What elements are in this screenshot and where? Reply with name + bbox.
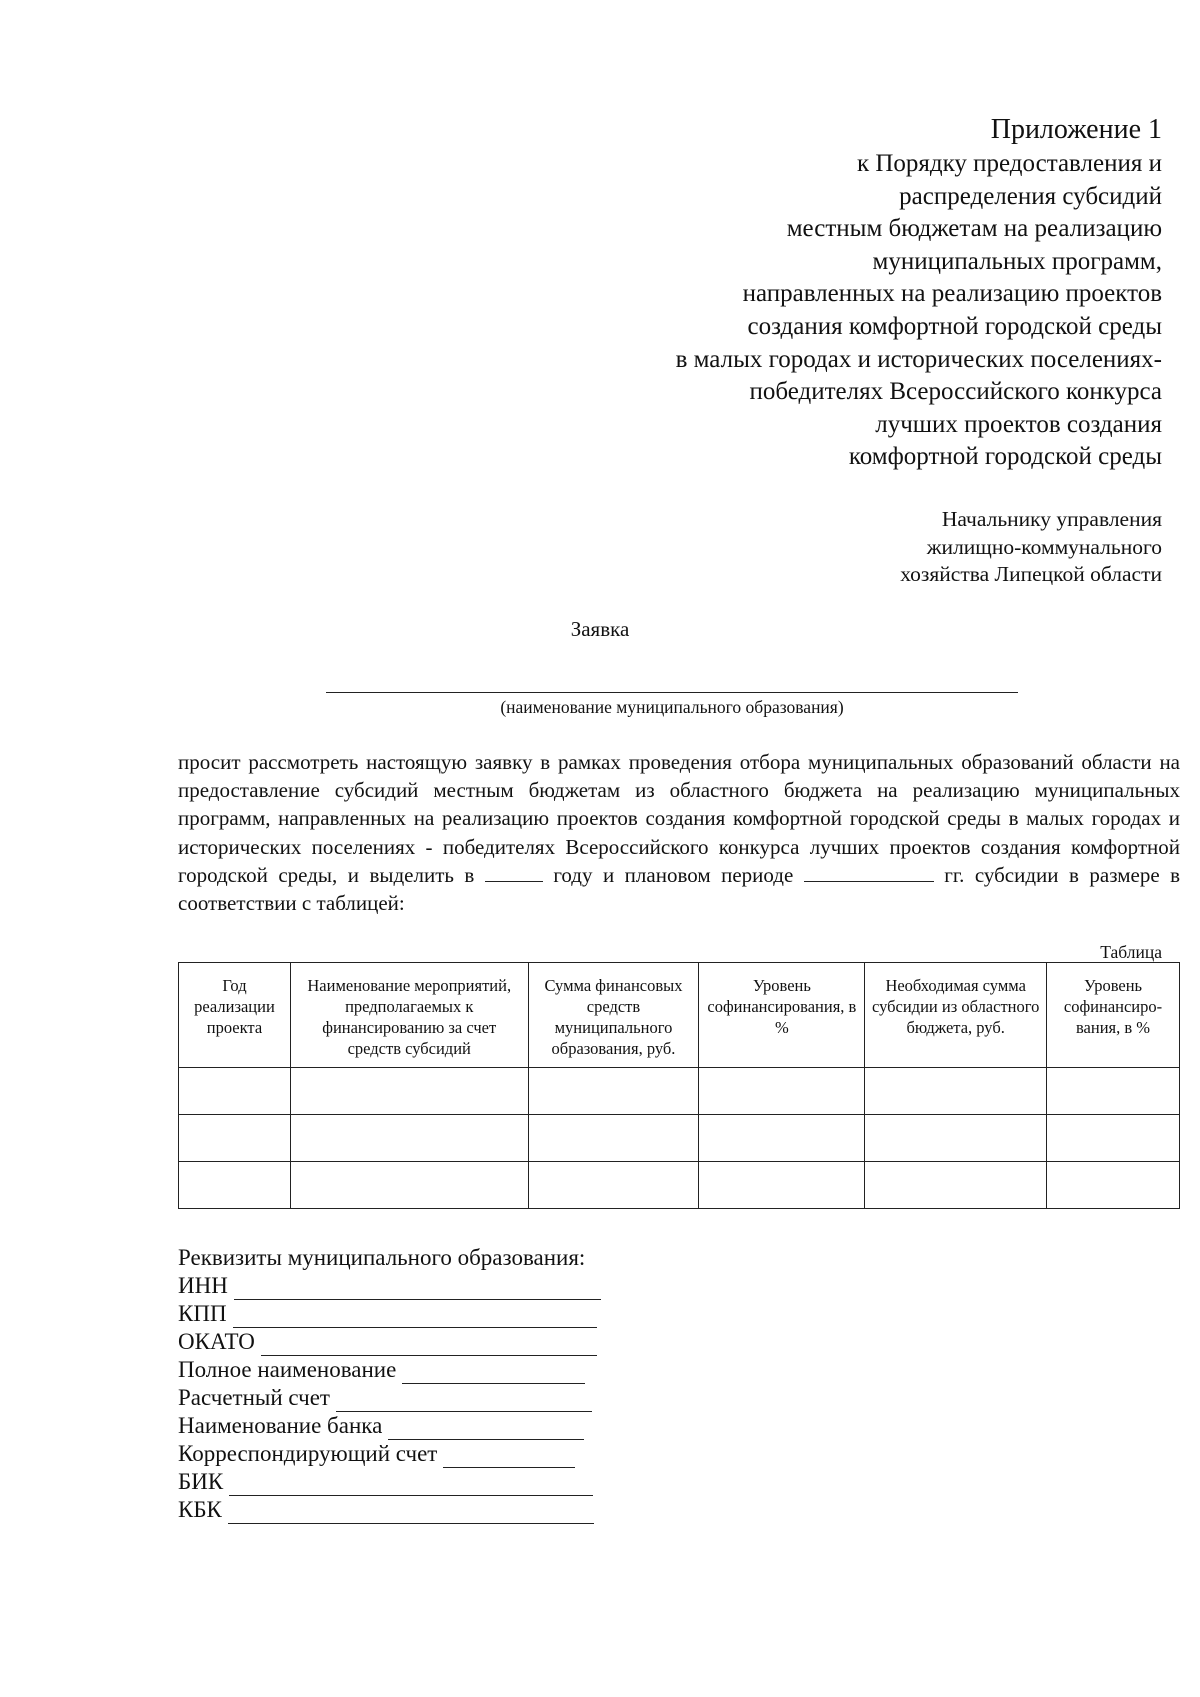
bik-field[interactable] — [229, 1475, 593, 1496]
requisite-inn — [178, 1272, 601, 1300]
table-cell[interactable] — [179, 1162, 291, 1209]
table-cell[interactable] — [699, 1162, 865, 1209]
appendix-line: муниципальных программ, — [872, 247, 1162, 275]
municipality-name-field[interactable] — [326, 692, 1018, 693]
requisite-label: Расчетный счет — [178, 1385, 330, 1410]
table-caption: Таблица — [1100, 942, 1162, 962]
addressee-line: жилищно-коммунального — [926, 534, 1162, 559]
okato-field[interactable] — [261, 1335, 597, 1356]
document-title: Заявка — [570, 617, 630, 641]
table-row — [179, 1162, 1180, 1209]
requisites-section — [178, 1244, 601, 1524]
appendix-line: распределения субсидий — [899, 182, 1162, 210]
appendix-line: к Порядку предоставления и — [856, 150, 1162, 177]
appendix-line: победителях Всероссийского конкурса — [749, 378, 1162, 406]
table-cell[interactable] — [699, 1115, 865, 1162]
municipality-name-caption: (наименование муниципального образования) — [500, 697, 844, 717]
appendix-line: комфортной городской среды — [848, 443, 1162, 471]
table-cell[interactable] — [290, 1162, 528, 1209]
appendix-line: лучших проектов создания — [875, 410, 1162, 438]
year-blank-field[interactable] — [485, 863, 543, 882]
requisite-label: ИНН — [178, 1273, 228, 1298]
requisite-label: БИК — [178, 1469, 224, 1494]
subsidy-table — [178, 962, 1180, 1209]
requisite-correspondent-account — [178, 1440, 601, 1468]
requisite-bank-name — [178, 1412, 601, 1440]
table-cell[interactable] — [865, 1162, 1047, 1209]
requisite-label: КБК — [178, 1497, 222, 1522]
requisite-label: КПП — [178, 1301, 227, 1326]
request-text-part2: году и плановом периоде — [553, 862, 794, 887]
request-text-part1: просит рассмотреть настоящую заявку в рамках проведения отбора муниципальных образований области на предоставление субсидий местным бюджетам из областного бюджета на реализацию муниципальных программ, направленных на реализацию проектов создания комфортной городской среды в малых городах и исторических поселениях - победителях Всероссийского конкурса лучших проектов создания комфортной городской среды, и выделить в — [178, 750, 1180, 887]
table-cell[interactable] — [1047, 1115, 1180, 1162]
column-header: Уровень софинансирования, в % — [699, 963, 865, 1068]
column-header: Год реализации проекта — [179, 963, 291, 1068]
requisite-bik — [178, 1468, 601, 1496]
appendix-line: в малых городах и исторических поселениях- — [675, 345, 1162, 373]
column-header: Уровень софинансиро-вания, в % — [1047, 963, 1180, 1068]
requisites-title: Реквизиты муниципального образования: — [178, 1245, 586, 1270]
table-cell[interactable] — [528, 1068, 699, 1115]
requisite-full-name — [178, 1356, 601, 1384]
table-cell[interactable] — [1047, 1068, 1180, 1115]
column-header: Необходимая сумма субсидии из областного бюджета, руб. — [865, 963, 1047, 1068]
appendix-line: местным бюджетам на реализацию — [786, 215, 1162, 243]
request-paragraph — [178, 748, 1180, 917]
table-cell[interactable] — [528, 1115, 699, 1162]
requisite-label: ОКАТО — [178, 1329, 255, 1354]
requisite-label: Полное наименование — [178, 1357, 397, 1382]
requisite-kpp — [178, 1300, 601, 1328]
request-text-part3: гг. субсидии в размере в соответствии с таблицей: — [178, 862, 1181, 916]
kbk-field[interactable] — [228, 1503, 594, 1524]
table-cell[interactable] — [699, 1068, 865, 1115]
table-cell[interactable] — [1047, 1162, 1180, 1209]
table-row — [179, 1115, 1180, 1162]
appendix-line: направленных на реализацию проектов — [742, 280, 1162, 308]
settlement-account-field[interactable] — [336, 1391, 592, 1412]
requisite-label: Корреспондирующий счет — [178, 1441, 438, 1466]
table-cell[interactable] — [865, 1068, 1047, 1115]
addressee-block — [900, 506, 1162, 589]
table-cell[interactable] — [179, 1068, 291, 1115]
requisite-kbk — [178, 1496, 601, 1524]
appendix-title: Приложение 1 — [990, 114, 1162, 145]
requisite-okato — [178, 1328, 601, 1356]
table-header-row — [179, 963, 1180, 1068]
inn-field[interactable] — [234, 1279, 601, 1300]
table-cell[interactable] — [179, 1115, 291, 1162]
correspondent-account-field[interactable] — [443, 1447, 575, 1468]
table-row — [179, 1068, 1180, 1115]
requisite-label: Наименование банка — [178, 1413, 383, 1438]
column-header: Наименование мероприятий, предполагаемых к финансированию за счет средств субсидий — [290, 963, 528, 1068]
kpp-field[interactable] — [233, 1307, 597, 1328]
full-name-field[interactable] — [402, 1363, 585, 1384]
addressee-line: хозяйства Липецкой области — [900, 562, 1162, 586]
appendix-reference — [676, 148, 1162, 474]
addressee-line: Начальнику управления — [941, 507, 1162, 531]
bank-name-field[interactable] — [388, 1419, 584, 1440]
table-cell[interactable] — [865, 1115, 1047, 1162]
column-header: Сумма финансовых средств муниципального образования, руб. — [528, 963, 699, 1068]
planning-period-blank-field[interactable] — [804, 863, 934, 882]
appendix-line: создания комфортной городской среды — [747, 312, 1162, 340]
requisite-settlement-account — [178, 1384, 601, 1412]
table-cell[interactable] — [290, 1068, 528, 1115]
table-cell[interactable] — [290, 1115, 528, 1162]
table-cell[interactable] — [528, 1162, 699, 1209]
